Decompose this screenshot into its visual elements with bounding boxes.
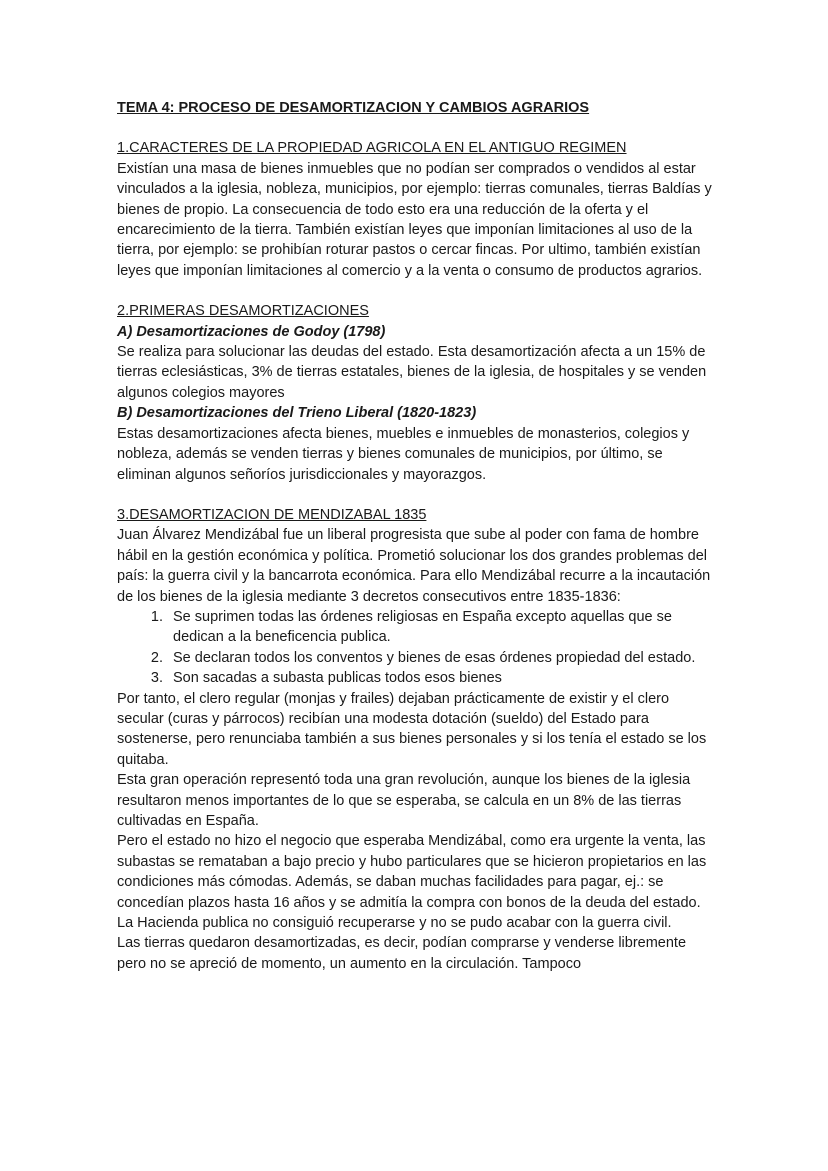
operacion-paragraph: Esta gran operación representó toda una gran revolución, aunque los bienes de la iglesia resultaron menos importantes de lo que se esperaba, se calcula en un 8% de las tierras cultivadas en España. [117, 772, 691, 829]
document-title: TEMA 4: PROCESO DE DESAMORTIZACION Y CAMBIOS AGRARIOS [117, 100, 590, 116]
subsection-b-heading: B) Desamortizaciones del Trieno Liberal (1820-1823) [117, 405, 477, 422]
section-1-heading: 1.CARACTERES DE LA PROPIEDAD AGRICOLA EN EL ANTIGUO REGIMEN [117, 140, 627, 157]
decree-list [117, 607, 717, 689]
tierras-paragraph: Las tierras quedaron desamortizadas, es decir, podían comprarse y venderse libremente pero no se apreció de momento, un aumento en la circulación. Tampoco [117, 935, 687, 972]
section-3-heading: 3.DESAMORTIZACION DE MENDIZABAL 1835 [117, 506, 427, 523]
clero-paragraph: Por tanto, el clero regular (monjas y frailes) dejaban prácticamente de existir y el clero secular (curas y párrocos) recibían una modesta dotación (sueldo) del Estado para sostenerse, pero renunciaba también a sus bienes personales y si los tenía el estado se los quitaba. [117, 690, 707, 768]
list-item: 1. Se suprimen todas las órdenes religiosas en España excepto aquellas que se dedican a la beneficencia publica. [167, 607, 717, 648]
section-1-paragraph: Existían una masa de bienes inmuebles que no podían ser comprados o vendidos al estar vinculados a la iglesia, nobleza, municipios, por ejemplo: tierras comunales, tierras Baldías y bienes de propio. La consecuencia de todo esto era una reducción de la oferta y el encarecimiento de la tierra. También existían leyes que imponían limitaciones al uso de la tierra, por ejemplo: se prohibían roturar pastos o cercar fincas. Por ultimo, también existían leyes que imponían limitaciones al comercio y a la venta o consumo de productos agrarios. [117, 160, 712, 279]
negocio-paragraph: Pero el estado no hizo el negocio que esperaba Mendizábal, como era urgente la venta, las subastas se remataban a bajo precio y hubo particulares que se hicieron propietarios en las condiciones más cómodas. Además, se daban muchas facilidades para pagar, ej.: se concedían plazos hasta 16 años y se admitía la compra con bonos de la deuda del estado. La Hacienda publica no consiguió recuperarse y no se pudo acabar con la guerra civil. [117, 833, 707, 932]
subsection-a-paragraph: Se realiza para solucionar las deudas del estado. Esta desamortización afecta a un 15% de tierras eclesiásticas, 3% de tierras estatales, bienes de la iglesia, de hospitales y se venden algunos colegios mayores [117, 344, 707, 401]
document-body [117, 98, 717, 974]
list-item: 3. Son sacadas a subasta publicas todos esos bienes [167, 668, 717, 688]
section-2-heading: 2.PRIMERAS DESAMORTIZACIONES [117, 303, 369, 320]
subsection-b-paragraph: Estas desamortizaciones afecta bienes, muebles e inmuebles de monasterios, colegios y nobleza, además se venden tierras y bienes comunales de municipios, por último, se eliminan algunos señoríos jurisdiccionales y mayorazgos. [117, 425, 690, 483]
section-3-intro: Juan Álvarez Mendizábal fue un liberal progresista que sube al poder con fama de hombre hábil en la gestión económica y política. Prometió solucionar los dos grandes problemas del país: la guerra civil y la bancarrota económica. Para ello Mendizábal recurre a la incautación de los bienes de la iglesia mediante 3 decretos consecutivos entre 1835-1836: [117, 527, 711, 605]
subsection-a-heading: A) Desamortizaciones de Godoy (1798) [117, 323, 386, 340]
list-item: 2. Se declaran todos los conventos y bienes de esas órdenes propiedad del estado. [167, 648, 717, 668]
